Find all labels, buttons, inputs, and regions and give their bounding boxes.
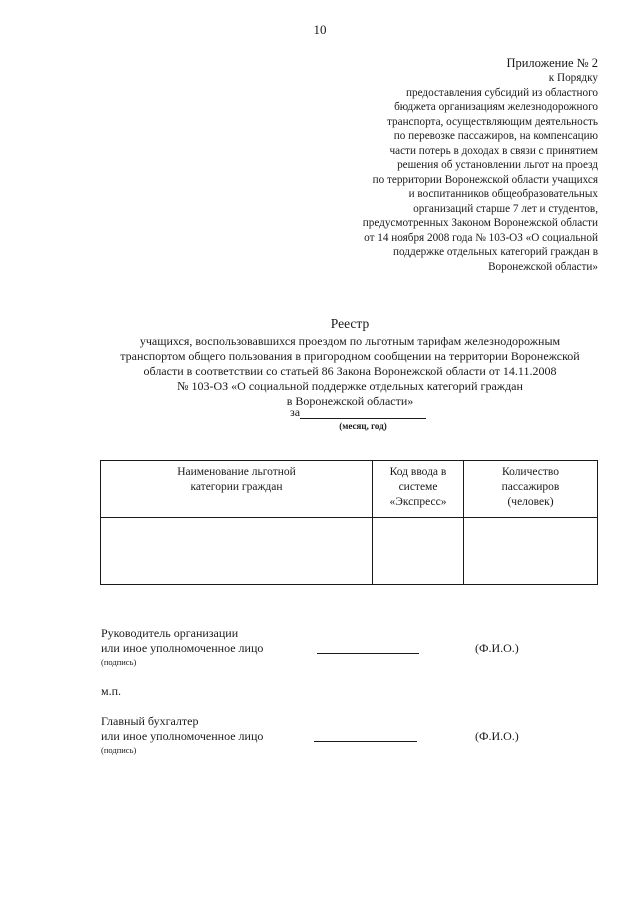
accountant-fio: (Ф.И.О.) <box>475 729 519 743</box>
header-category-name: Наименование льготной категории граждан <box>101 461 373 518</box>
registry-table <box>100 460 598 585</box>
register-subtitle-line: области в соответствии со статьей 86 Закона Воронежской области от 14.11.2008 <box>143 364 557 378</box>
register-subtitle-line: учащихся, воспользовавшихся проездом по льготным тарифам железнодорожным <box>139 334 561 348</box>
table-cell-code[interactable] <box>373 518 464 585</box>
accountant-title: Главный бухгалтер <box>101 714 199 728</box>
appendix-line: от 14 ноября 2008 года № 103-ОЗ «О социальной <box>364 231 598 244</box>
accountant-authorized: или иное уполномоченное лицо <box>101 729 264 743</box>
appendix-line: решения об установлении льгот на проезд <box>397 159 598 171</box>
head-signature-block <box>101 626 263 668</box>
period-caption: (месяц, год) <box>339 421 387 431</box>
accountant-signature-caption: (подпись) <box>101 745 137 755</box>
register-subtitle-line: транспортом общего пользования в пригородном сообщении на территории Воронежской <box>120 349 580 363</box>
period-prefix: за <box>290 405 301 419</box>
stamp-place: м.п. <box>101 684 122 698</box>
accountant-signature-line[interactable] <box>314 741 417 742</box>
appendix-line: по территории Воронежской области учащихся <box>372 173 598 186</box>
appendix-line: по перевозке пассажиров, на компенсацию <box>393 130 598 142</box>
page-number: 10 <box>313 22 327 37</box>
appendix-line: организаций старше 7 лет и студентов, <box>413 202 598 215</box>
appendix-block <box>298 55 598 274</box>
period-blank-line[interactable] <box>300 418 426 419</box>
head-title: Руководитель организации <box>101 626 239 640</box>
appendix-line: предусмотренных Законом Воронежской области <box>362 217 598 229</box>
register-title-block <box>80 316 620 409</box>
header-passenger-count: Количество пассажиров (человек) <box>464 461 598 518</box>
appendix-number: Приложение № 2 <box>506 56 598 70</box>
register-subtitle-line: № 103-ОЗ «О социальной поддержке отдельных категорий граждан <box>177 379 523 393</box>
appendix-line: предоставления субсидий из областного <box>406 86 598 99</box>
appendix-line: бюджета организациям железнодорожного <box>394 101 598 113</box>
table-cell-category[interactable] <box>101 518 373 585</box>
head-signature-line[interactable] <box>317 653 419 654</box>
register-subtitle-line: в Воронежской области» <box>286 394 414 408</box>
head-signature-caption: (подпись) <box>101 657 137 667</box>
appendix-line: и воспитанников общеобразовательных <box>408 188 598 200</box>
head-fio: (Ф.И.О.) <box>475 641 519 655</box>
header-express-code: Код ввода в системе «Экспресс» <box>373 461 464 518</box>
appendix-line: части потерь в доходах в связи с принятием <box>389 144 598 157</box>
table-header-row <box>101 461 598 518</box>
appendix-line: поддержке отдельных категорий граждан в <box>393 246 598 258</box>
document-title: Реестр <box>330 316 370 331</box>
accountant-signature-block <box>101 714 263 756</box>
appendix-line: транспорта, осуществляющим деятельность <box>386 115 598 128</box>
table-row <box>101 518 598 585</box>
head-authorized: или иное уполномоченное лицо <box>101 641 264 655</box>
appendix-line: Воронежской области» <box>488 260 598 273</box>
appendix-line: к Порядку <box>548 72 598 84</box>
table-cell-count[interactable] <box>464 518 598 585</box>
